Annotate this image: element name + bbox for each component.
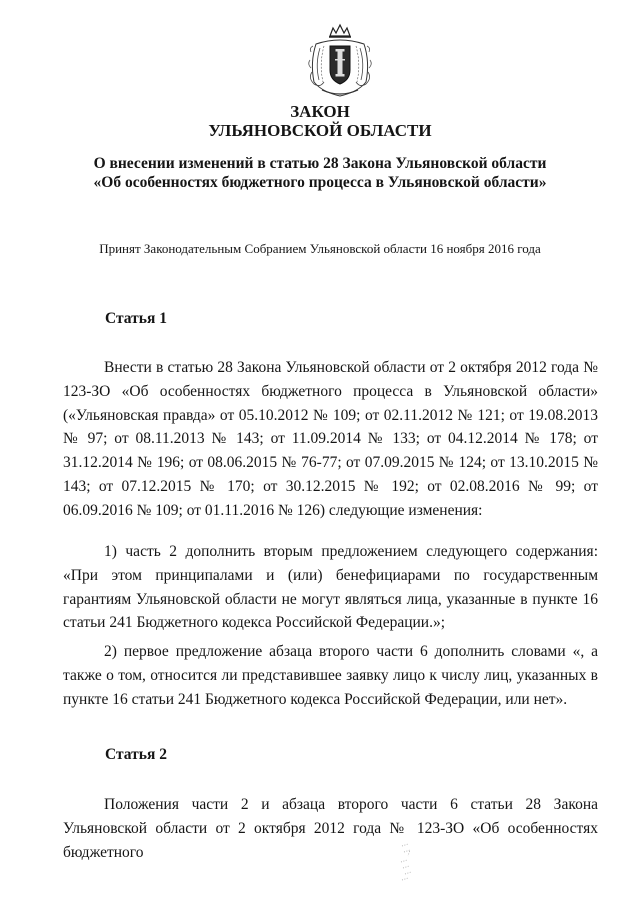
article2-heading: Статья 2 — [105, 746, 167, 763]
article1-item1-paragraph: 1) часть 2 дополнить вторым предложением следующего содержания: «При этом принципалами и (или) бенефициарами по государственным гарантиям Ульяновской области не могут являться лица, указанные в пункте 16 статьи 241 Бюджетного кодекса Российской Федерации.»; — [63, 543, 598, 632]
adoption-note: Принят Законодательным Собранием Ульяновской области 16 ноября 2016 года — [99, 241, 541, 256]
coat-of-arms-icon — [302, 22, 378, 100]
document-title-line2: УЛЬЯНОВСКОЙ ОБЛАСТИ — [208, 121, 432, 140]
document-subtitle-line2: «Об особенностях бюджетного процесса в Ульяновской области» — [93, 174, 547, 191]
article2-paragraph: Положения части 2 и абзаца второго части 6 статьи 28 Закона Ульяновской области от 2 октября 2012 года № 123-ЗО «Об особенностях бюджетного — [63, 796, 598, 861]
document-subtitle-line1: О внесении изменений в статью 28 Закона Ульяновской области — [93, 155, 547, 172]
document-title-line1: ЗАКОН — [290, 102, 350, 121]
article1-item2-paragraph: 2) первое предложение абзаца второго части 6 дополнить словами «, а также о том, относится ли представившее заявку лицо к числу лиц, указанных в пункте 16 статьи 241 Бюджетного кодекса Российской Федерации, или нет». — [63, 643, 598, 708]
scan-mark-icon — [398, 842, 424, 882]
article1-intro-paragraph: Внести в статью 28 Закона Ульяновской области от 2 октября 2012 года № 123-ЗО «Об особенностях бюджетного процесса в Ульяновской области» («Ульяновская правда» от 05.10.2012 № 109; от 02.11.2012 № 121; от 19.08.2013 № 97; от 08.11.2013 № 143; от 11.09.2014 № 133; от 04.12.2014 № 178; от 31.12.2014 № 196; от 08.06.2015 № 76-77; от 07.09.2015 № 124; от 13.10.2015 № 143; от 07.12.2015 № 170; от 30.12.2015 № 192; от 02.08.2016 № 99; от 06.09.2016 № 109; от 01.11.2016 № 126) следующие изменения: — [63, 359, 598, 519]
article1-heading: Статья 1 — [105, 310, 167, 327]
